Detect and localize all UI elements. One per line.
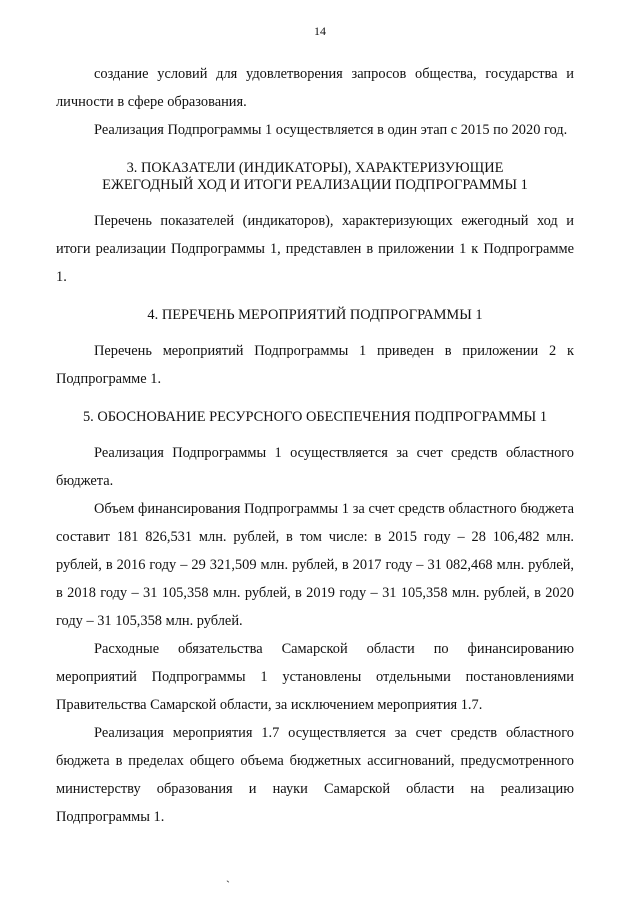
paragraph-expenditure-obligations: Расходные обязательства Самарской области по финансированию мероприятий Подпрограммы 1 установлены отдельными постановлениями Правительства Самарской области, за исключением мероприятия 1.7. (56, 641, 574, 713)
footer-mark: ` (226, 878, 230, 892)
paragraph-funding-volume: Объем финансирования Подпрограммы 1 за счет средств областного бюджета составит 181 826,531 млн. рублей, в том числе: в 2015 году – 28 106,482 млн. рублей, в 2016 году – 29 321,509 млн. рублей, в 2017 году – 31 082,468 млн. рублей, в 2018 году – 31 105,358 млн. рублей, в 2019 году – 31 105,358 млн. рублей, в 2020 году – 31 105,358 млн. рублей. (56, 501, 574, 629)
paragraph-funding-source: Реализация Подпрограммы 1 осуществляется за счет средств областного бюджета. (56, 445, 574, 489)
paragraph-activity-1-7: Реализация мероприятия 1.7 осуществляется за счет средств областного бюджета в пределах общего объема бюджетных ассигнований, предусмотренного министерству образования и науки Самарской области на реализацию Подпрограммы 1. (56, 725, 574, 825)
section-3-heading-line-2: ЕЖЕГОДНЫЙ ХОД И ИТОГИ РЕАЛИЗАЦИИ ПОДПРОГРАММЫ 1 (102, 177, 528, 193)
page-number: 14 (314, 24, 326, 38)
section-5-heading: 5. ОБОСНОВАНИЕ РЕСУРСНОГО ОБЕСПЕЧЕНИЯ ПОДПРОГРАММЫ 1 (82, 409, 548, 425)
paragraph-indicators: Перечень показателей (индикаторов), характеризующих ежегодный ход и итоги реализации Подпрограммы 1, представлен в приложении 1 к Подпрограмме 1. (56, 213, 574, 285)
page-content (56, 60, 574, 831)
section-3-heading (56, 160, 574, 194)
section-4-heading: 4. ПЕРЕЧЕНЬ МЕРОПРИЯТИЙ ПОДПРОГРАММЫ 1 (147, 307, 483, 323)
section-3-heading-line-1: 3. ПОКАЗАТЕЛИ (ИНДИКАТОРЫ), ХАРАКТЕРИЗУЮЩИЕ (126, 160, 504, 176)
paragraph-education-goals: создание условий для удовлетворения запросов общества, государства и личности в сфере образования. (56, 66, 574, 110)
paragraph-activities-list: Перечень мероприятий Подпрограммы 1 приведен в приложении 2 к Подпрограмме 1. (56, 343, 574, 387)
paragraph-implementation-stage: Реализация Подпрограммы 1 осуществляется в один этап с 2015 по 2020 год. (94, 122, 568, 138)
